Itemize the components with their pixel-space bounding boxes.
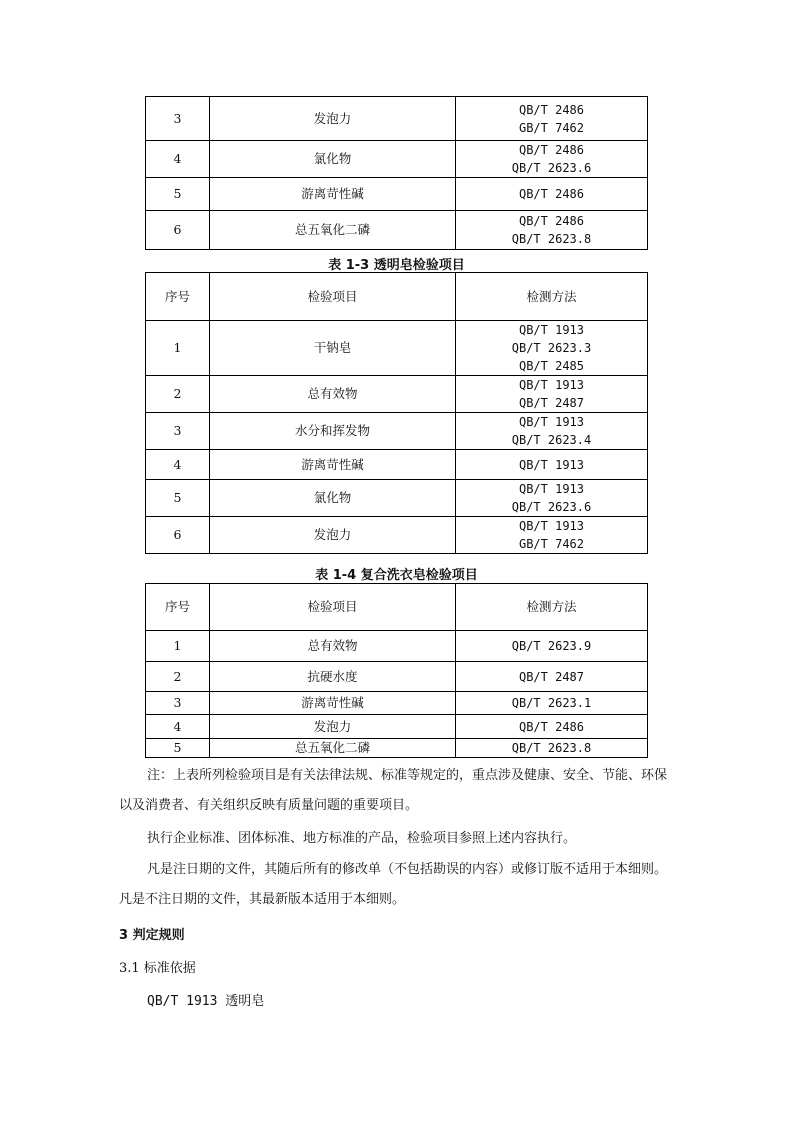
test-method-cell xyxy=(456,662,648,692)
test-method-cell xyxy=(456,321,648,376)
row-number: 2 xyxy=(146,662,210,692)
inspection-item: 干钠皂 xyxy=(210,321,456,376)
row-number: 4 xyxy=(146,715,210,739)
test-method: QB/T 2485 xyxy=(518,359,585,373)
test-method: QB/T 2623.9 xyxy=(511,639,592,653)
test-method: QB/T 2623.3 xyxy=(511,341,592,355)
table-row xyxy=(146,715,648,739)
table-header-row xyxy=(146,273,648,321)
test-method: QB/T 1913 xyxy=(518,457,585,472)
test-method: QB/T 1913 xyxy=(518,378,585,392)
test-method: QB/T 2623.6 xyxy=(511,161,592,175)
test-method: QB/T 1913 xyxy=(518,519,585,533)
test-method: QB/T 2623.1 xyxy=(511,696,592,710)
table-top-continuation xyxy=(145,96,648,250)
table-row xyxy=(146,631,648,662)
test-method-cell xyxy=(456,97,648,141)
inspection-item: 游离苛性碱 xyxy=(210,692,456,715)
test-method-cell xyxy=(456,178,648,211)
test-method-cell xyxy=(456,413,648,450)
test-method: QB/T 1913 xyxy=(518,323,585,337)
table-row xyxy=(146,413,648,450)
inspection-item: 总五氧化二磷 xyxy=(210,211,456,250)
test-method-cell xyxy=(456,692,648,715)
row-number: 1 xyxy=(146,321,210,376)
test-method: QB/T 2486 xyxy=(518,143,585,157)
inspection-item: 总五氧化二磷 xyxy=(210,739,456,758)
inspection-item: 发泡力 xyxy=(210,97,456,141)
table-row xyxy=(146,178,648,211)
test-method: QB/T 1913 xyxy=(518,415,585,429)
test-method: QB/T 2486 xyxy=(518,719,585,734)
row-number: 3 xyxy=(146,413,210,450)
table-row xyxy=(146,211,648,250)
test-method: QB/T 2487 xyxy=(518,396,585,410)
dated-paragraph: 凡是注日期的文件，其随后所有的修改单（不包括勘误的内容）或修订版不适用于本细则。凡是不注日期的文件，其最新版本适用于本细则。 xyxy=(119,862,668,907)
section-heading: 3 判定规则 xyxy=(119,928,185,943)
test-method-cell xyxy=(456,739,648,758)
inspection-item: 游离苛性碱 xyxy=(210,450,456,480)
inspection-item: 氯化物 xyxy=(210,141,456,178)
row-number: 3 xyxy=(146,97,210,141)
test-method: QB/T 2623.4 xyxy=(511,433,592,447)
test-method-cell xyxy=(456,517,648,554)
table-row xyxy=(146,376,648,413)
test-method: GB/T 7462 xyxy=(518,120,585,135)
inspection-item: 氯化物 xyxy=(210,480,456,517)
header-item: 检验项目 xyxy=(210,273,456,321)
table-row xyxy=(146,97,648,141)
note-paragraph: 注：上表所列检验项目是有关法律法规、标准等规定的，重点涉及健康、安全、节能、环保以及消费者、有关组织反映有质量问题的重要项目。 xyxy=(119,768,668,813)
test-method-cell xyxy=(456,450,648,480)
test-method: QB/T 2487 xyxy=(518,669,585,684)
test-method-cell xyxy=(456,376,648,413)
table-row xyxy=(146,739,648,758)
table-1-3 xyxy=(145,272,648,554)
test-method: QB/T 2623.8 xyxy=(511,741,592,755)
row-number: 5 xyxy=(146,178,210,211)
standard-reference: QB/T 1913 透明皂 xyxy=(147,994,265,1009)
row-number: 5 xyxy=(146,739,210,758)
row-number: 3 xyxy=(146,692,210,715)
row-number: 1 xyxy=(146,631,210,662)
test-method-cell xyxy=(456,715,648,739)
inspection-item: 发泡力 xyxy=(210,517,456,554)
row-number: 2 xyxy=(146,376,210,413)
table-row xyxy=(146,517,648,554)
inspection-item: 水分和挥发物 xyxy=(210,413,456,450)
table-row xyxy=(146,662,648,692)
table-row xyxy=(146,141,648,178)
table-1-3-caption: 表 1-3 透明皂检验项目 xyxy=(328,258,465,273)
inspection-item: 发泡力 xyxy=(210,715,456,739)
test-method: GB/T 7462 xyxy=(518,537,585,551)
table-row xyxy=(146,480,648,517)
inspection-item: 游离苛性碱 xyxy=(210,178,456,211)
test-method-cell xyxy=(456,480,648,517)
exec-paragraph: 执行企业标准、团体标准、地方标准的产品，检验项目参照上述内容执行。 xyxy=(147,831,577,846)
header-method: 检测方法 xyxy=(456,584,648,631)
inspection-item: 总有效物 xyxy=(210,376,456,413)
test-method: QB/T 1913 xyxy=(518,482,585,496)
row-number: 5 xyxy=(146,480,210,517)
test-method: QB/T 2486 xyxy=(518,214,585,228)
test-method: QB/T 2486 xyxy=(518,102,585,117)
row-number: 6 xyxy=(146,211,210,250)
test-method: QB/T 2486 xyxy=(518,187,585,201)
table-row xyxy=(146,692,648,715)
table-1-4-caption: 表 1-4 复合洗衣皂检验项目 xyxy=(315,568,478,583)
test-method: QB/T 2623.8 xyxy=(511,232,592,246)
test-method: QB/T 2623.6 xyxy=(511,500,592,514)
test-method-cell xyxy=(456,211,648,250)
inspection-item: 抗硬水度 xyxy=(210,662,456,692)
header-no: 序号 xyxy=(146,584,210,631)
test-method-cell xyxy=(456,141,648,178)
table-header-row xyxy=(146,584,648,631)
row-number: 4 xyxy=(146,141,210,178)
row-number: 6 xyxy=(146,517,210,554)
header-no: 序号 xyxy=(146,273,210,321)
table-row xyxy=(146,321,648,376)
row-number: 4 xyxy=(146,450,210,480)
inspection-item: 总有效物 xyxy=(210,631,456,662)
test-method-cell xyxy=(456,631,648,662)
subsection-heading: 3.1 标准依据 xyxy=(119,961,196,976)
table-row xyxy=(146,450,648,480)
header-method: 检测方法 xyxy=(456,273,648,321)
table-1-4 xyxy=(145,583,648,758)
header-item: 检验项目 xyxy=(210,584,456,631)
